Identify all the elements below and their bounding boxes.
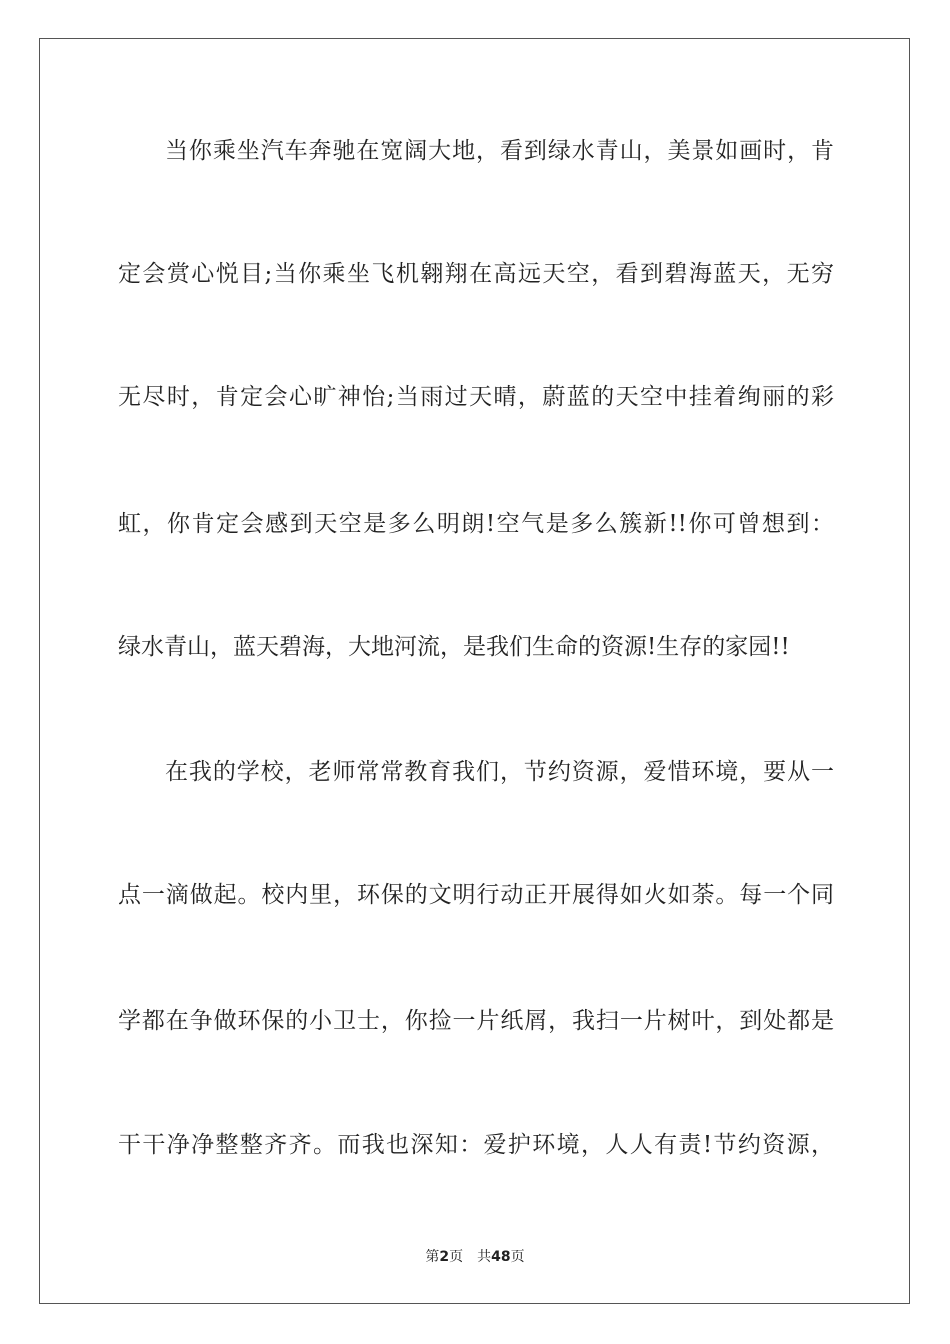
paragraph-line: 点一滴做起。校内里，环保的文明行动正开展得如火如荼。每一个同 [118, 882, 834, 908]
paragraph-line: 干干净净整整齐齐。而我也深知：爱护环境，人人有责!节约资源， [118, 1132, 834, 1158]
total-suffix: 页 [510, 1249, 525, 1265]
paragraph-line: 在我的学校，老师常常教育我们，节约资源，爱惜环境，要从一 [165, 759, 834, 785]
paragraph-line: 学都在争做环保的小卫士，你捡一片纸屑，我扫一片树叶，到处都是 [118, 1008, 834, 1034]
page-border [39, 38, 910, 1304]
page-prefix: 第 [425, 1249, 440, 1265]
page-footer [0, 1247, 950, 1267]
total-pages: 48 [491, 1249, 511, 1265]
paragraph-line: 当你乘坐汽车奔驰在宽阔大地，看到绿水青山，美景如画时，肯 [165, 138, 834, 164]
paragraph-line: 虹，你肯定会感到天空是多么明朗!空气是多么簇新!!你可曾想到： [118, 511, 834, 537]
paragraph-line: 绿水青山，蓝天碧海，大地河流，是我们生命的资源!生存的家园!! [118, 634, 790, 660]
page-suffix: 页 [449, 1249, 464, 1265]
page-number: 2 [439, 1249, 450, 1265]
paragraph-line: 无尽时，肯定会心旷神怡;当雨过天晴，蔚蓝的天空中挂着绚丽的彩 [118, 384, 834, 410]
total-prefix: 共 [477, 1249, 492, 1265]
paragraph-line: 定会赏心悦目;当你乘坐飞机翱翔在高远天空，看到碧海蓝天，无穷 [118, 261, 834, 287]
